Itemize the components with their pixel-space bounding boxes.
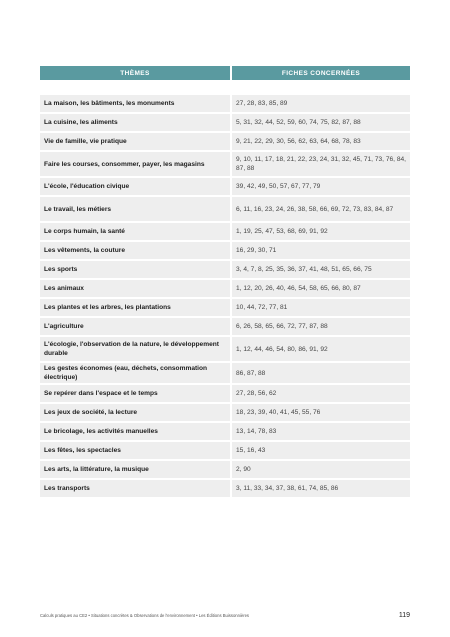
theme-cell: Les jeux de société, la lecture — [40, 404, 230, 421]
table-row — [40, 423, 410, 440]
table-body — [40, 95, 410, 497]
fiches-cell: 5, 31, 32, 44, 52, 59, 60, 74, 75, 82, 87, 88 — [232, 114, 410, 131]
theme-cell: Le bricolage, les activités manuelles — [40, 423, 230, 440]
table-row — [40, 299, 410, 316]
table-row — [40, 242, 410, 259]
footer-text: Calculs pratiques au CE2 • Situations concrètes & Observations de l'environnement • Les Éditions Buissonnières — [40, 613, 250, 618]
fiches-cell: 15, 16, 43 — [232, 442, 410, 459]
theme-cell: La cuisine, les aliments — [40, 114, 230, 131]
table-row — [40, 318, 410, 335]
table-row — [40, 442, 410, 459]
header-themes: THÈMES — [40, 66, 230, 80]
themes-table — [40, 66, 410, 499]
fiches-cell: 1, 19, 25, 47, 53, 68, 69, 91, 92 — [232, 223, 410, 240]
table-header — [40, 66, 410, 80]
fiches-cell: 6, 11, 16, 23, 24, 26, 38, 58, 66, 69, 72, 73, 83, 84, 87 — [232, 197, 410, 221]
fiches-cell: 2, 90 — [232, 461, 410, 478]
fiches-cell: 6, 26, 58, 65, 66, 72, 77, 87, 88 — [232, 318, 410, 335]
table-row — [40, 133, 410, 150]
table-row — [40, 363, 410, 383]
fiches-cell: 10, 44, 72, 77, 81 — [232, 299, 410, 316]
fiches-cell: 3, 4, 7, 8, 25, 35, 36, 37, 41, 48, 51, 65, 66, 75 — [232, 261, 410, 278]
theme-cell: La maison, les bâtiments, les monuments — [40, 95, 230, 112]
fiches-cell: 9, 10, 11, 17, 18, 21, 22, 23, 24, 31, 32, 45, 71, 73, 76, 84, 87, 88 — [232, 152, 410, 176]
theme-cell: Vie de famille, vie pratique — [40, 133, 230, 150]
table-row — [40, 95, 410, 112]
table-row — [40, 337, 410, 361]
fiches-cell: 3, 11, 33, 34, 37, 38, 61, 74, 85, 86 — [232, 480, 410, 497]
table-row — [40, 480, 410, 497]
page-footer — [40, 612, 410, 619]
fiches-cell: 9, 21, 22, 29, 30, 56, 62, 63, 64, 68, 78, 83 — [232, 133, 410, 150]
theme-cell: L'écologie, l'observation de la nature, le développement durable — [40, 337, 230, 361]
table-row — [40, 223, 410, 240]
fiches-cell: 16, 29, 30, 71 — [232, 242, 410, 259]
table-row — [40, 385, 410, 402]
fiches-cell: 13, 14, 78, 83 — [232, 423, 410, 440]
theme-cell: Les fêtes, les spectacles — [40, 442, 230, 459]
table-row — [40, 261, 410, 278]
theme-cell: Les transports — [40, 480, 230, 497]
table-row — [40, 178, 410, 195]
theme-cell: Les arts, la littérature, la musique — [40, 461, 230, 478]
theme-cell: L'école, l'éducation civique — [40, 178, 230, 195]
header-fiches: FICHES CONCERNÉES — [232, 66, 410, 80]
fiches-cell: 18, 23, 39, 40, 41, 45, 55, 76 — [232, 404, 410, 421]
theme-cell: Les vêtements, la couture — [40, 242, 230, 259]
theme-cell: Faire les courses, consommer, payer, les magasins — [40, 152, 230, 176]
theme-cell: L'agriculture — [40, 318, 230, 335]
fiches-cell: 27, 28, 83, 85, 89 — [232, 95, 410, 112]
theme-cell: Les animaux — [40, 280, 230, 297]
table-row — [40, 114, 410, 131]
theme-cell: Le corps humain, la santé — [40, 223, 230, 240]
theme-cell: Se repérer dans l'espace et le temps — [40, 385, 230, 402]
theme-cell: Les gestes économes (eau, déchets, consommation électrique) — [40, 363, 230, 383]
fiches-cell: 1, 12, 44, 46, 54, 80, 86, 91, 92 — [232, 337, 410, 361]
theme-cell: Les plantes et les arbres, les plantations — [40, 299, 230, 316]
page-number: 119 — [398, 612, 410, 619]
table-row — [40, 404, 410, 421]
fiches-cell: 1, 12, 20, 26, 40, 46, 54, 58, 65, 66, 80, 87 — [232, 280, 410, 297]
table-row — [40, 152, 410, 176]
theme-cell: Les sports — [40, 261, 230, 278]
table-row — [40, 461, 410, 478]
table-row — [40, 280, 410, 297]
fiches-cell: 27, 28, 56, 62 — [232, 385, 410, 402]
fiches-cell: 39, 42, 49, 50, 57, 67, 77, 79 — [232, 178, 410, 195]
fiches-cell: 86, 87, 88 — [232, 363, 410, 383]
theme-cell: Le travail, les métiers — [40, 197, 230, 221]
table-row — [40, 197, 410, 221]
